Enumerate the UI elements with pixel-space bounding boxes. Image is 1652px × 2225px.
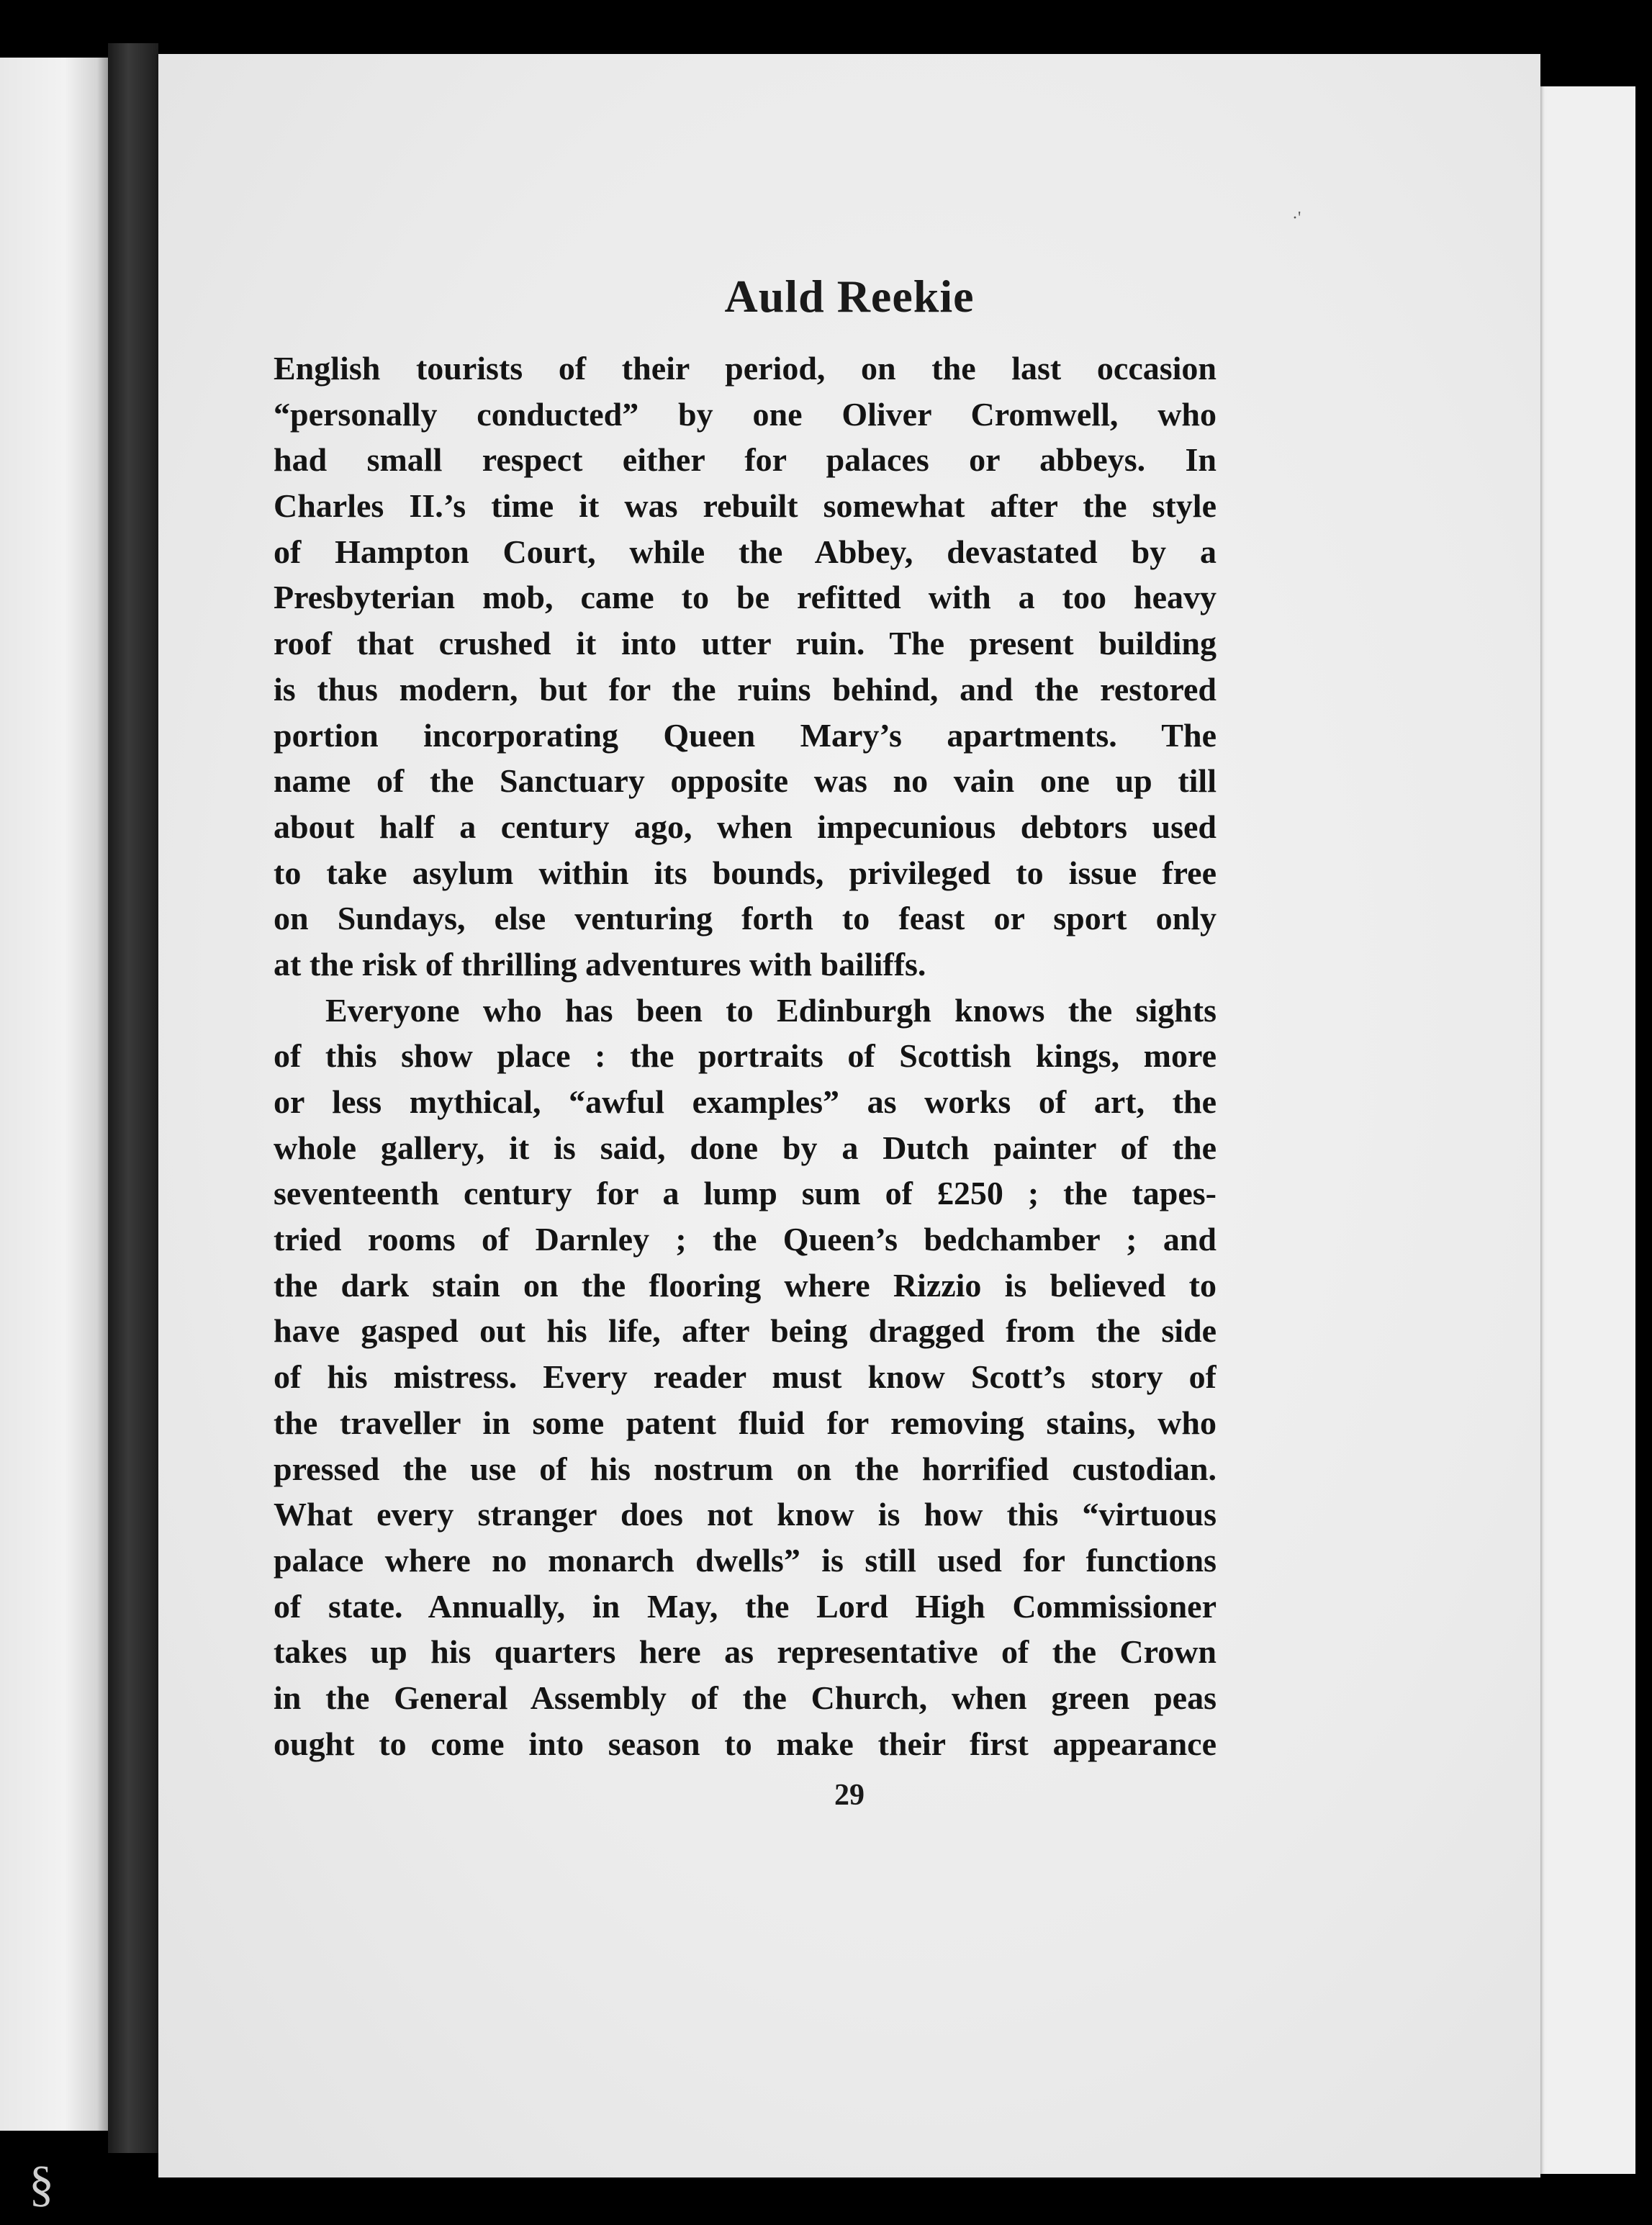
text-line: What every stranger does not know is how this “virtuous bbox=[274, 1496, 1217, 1533]
book-gutter bbox=[108, 43, 158, 2153]
text-line: whole gallery, it is said, done by a Dutch painter of the bbox=[274, 1129, 1217, 1166]
text-line: in the General Assembly of the Church, when green peas bbox=[274, 1679, 1217, 1716]
text-line: to take asylum within its bounds, privileged to issue free bbox=[274, 854, 1217, 891]
text-line: palace where no monarch dwells” is still used for functions bbox=[274, 1541, 1217, 1579]
page-number: 29 bbox=[834, 1779, 865, 1812]
text-line: at the risk of thrilling adventures with bailiffs. bbox=[274, 945, 926, 983]
facing-page-edge bbox=[0, 58, 108, 2131]
text-line: ought to come into season to make their first appearance bbox=[274, 1725, 1217, 1762]
text-line: takes up his quarters here as representative of the Crown bbox=[274, 1633, 1217, 1671]
text-line: the traveller in some patent fluid for removing stains, who bbox=[274, 1404, 1217, 1441]
text-line: Presbyterian mob, came to be refitted with a too heavy bbox=[274, 579, 1217, 616]
text-line: had small respect either for palaces or abbeys. In bbox=[274, 441, 1217, 479]
page-speck: ·' bbox=[1292, 209, 1301, 227]
text-line: “personally conducted” by one Oliver Cromwell, who bbox=[274, 395, 1217, 433]
text-line: roof that crushed it into utter ruin. The present building bbox=[274, 625, 1217, 662]
text-line: is thus modern, but for the ruins behind, and the restored bbox=[274, 670, 1217, 708]
text-line: have gasped out his life, after being dragged from the side bbox=[274, 1312, 1217, 1350]
text-line: of his mistress. Every reader must know Scott’s story of bbox=[274, 1358, 1217, 1396]
text-line: the dark stain on the flooring where Rizzio is believed to bbox=[274, 1266, 1217, 1304]
text-line: or less mythical, “awful examples” as works of art, the bbox=[274, 1083, 1217, 1120]
body-text bbox=[274, 346, 1217, 1766]
text-line: on Sundays, else venturing forth to feast or sport only bbox=[274, 900, 1217, 937]
text-line: pressed the use of his nostrum on the horrified custodian. bbox=[274, 1450, 1217, 1487]
book-page bbox=[158, 54, 1540, 2177]
text-line: Everyone who has been to Edinburgh knows the sights bbox=[325, 991, 1217, 1029]
text-line: about half a century ago, when impecunious debtors used bbox=[274, 808, 1217, 845]
text-line: of Hampton Court, while the Abbey, devastated by a bbox=[274, 533, 1217, 570]
binding-clip-mark: § bbox=[29, 2157, 54, 2212]
text-line: name of the Sanctuary opposite was no vain one up till bbox=[274, 762, 1217, 800]
text-line: portion incorporating Queen Mary’s apartments. The bbox=[274, 716, 1217, 754]
text-line: seventeenth century for a lump sum of £250 ; the tapes- bbox=[274, 1175, 1217, 1212]
running-head: Auld Reekie bbox=[724, 271, 975, 322]
text-line: tried rooms of Darnley ; the Queen’s bedchamber ; and bbox=[274, 1221, 1217, 1258]
text-line: Charles II.’s time it was rebuilt somewhat after the style bbox=[274, 487, 1217, 525]
text-line: of state. Annually, in May, the Lord High Commissioner bbox=[274, 1587, 1217, 1625]
text-line: of this show place : the portraits of Scottish kings, more bbox=[274, 1037, 1217, 1075]
text-line: English tourists of their period, on the last occasion bbox=[274, 350, 1217, 387]
